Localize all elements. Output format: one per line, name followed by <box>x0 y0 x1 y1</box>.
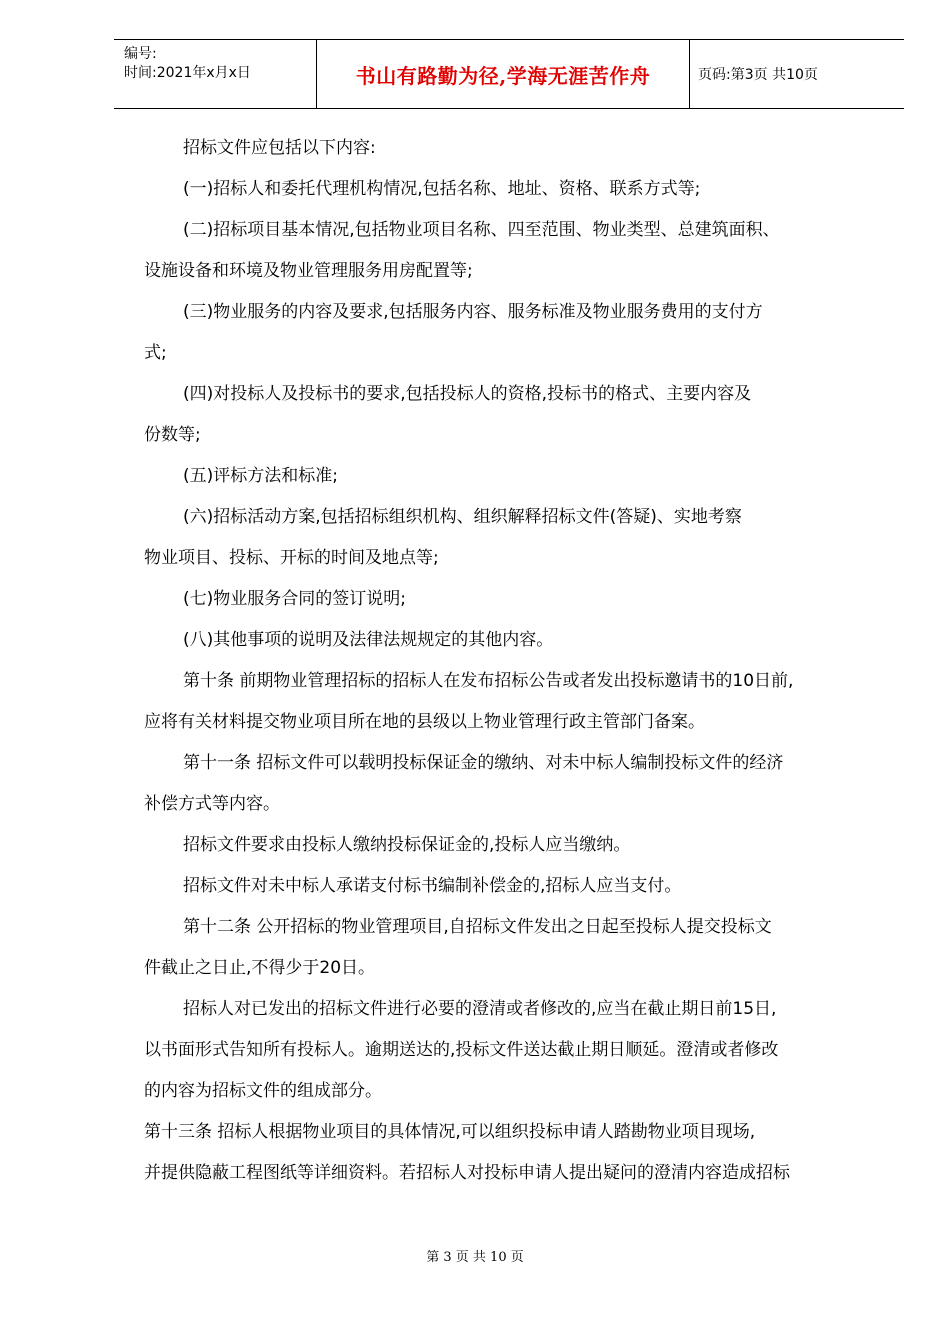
document-number-label: 编号: <box>124 46 157 62</box>
header-meta <box>114 40 316 108</box>
header-page-info: 页码:第3页 共10页 <box>698 67 818 83</box>
text-line: 的内容为招标文件的组成部分。 <box>144 1081 382 1101</box>
text-line: 应将有关材料提交物业项目所在地的县级以上物业管理行政主管部门备案。 <box>144 712 705 732</box>
text-line: (四)对投标人及投标书的要求,包括投标人的资格,投标书的格式、主要内容及 <box>183 384 752 404</box>
text-line: 第十一条 招标文件可以载明投标保证金的缴纳、对未中标人编制投标文件的经济 <box>183 753 784 773</box>
text-line: 招标文件应包括以下内容: <box>183 138 376 158</box>
text-line: 招标文件对未中标人承诺支付标书编制补偿金的,招标人应当支付。 <box>183 876 682 896</box>
text-line: (六)招标活动方案,包括招标组织机构、组织解释招标文件(答疑)、实地考察 <box>183 507 742 527</box>
header-motto: 书山有路勤为径,学海无涯苦作舟 <box>316 40 690 108</box>
text-line: 件截止之日止,不得少于20日。 <box>144 958 376 978</box>
text-line: (七)物业服务合同的签订说明; <box>183 589 406 609</box>
text-line: (二)招标项目基本情况,包括物业项目名称、四至范围、物业类型、总建筑面积、 <box>183 220 780 240</box>
text-line: 第十条 前期物业管理招标的招标人在发布招标公告或者发出投标邀请书的10日前, <box>183 671 794 691</box>
text-line: 并提供隐蔽工程图纸等详细资料。若招标人对投标申请人提出疑问的澄清内容造成招标 <box>144 1163 790 1183</box>
text-line: 第十三条 招标人根据物业项目的具体情况,可以组织投标申请人踏勘物业项目现场, <box>144 1122 756 1142</box>
text-line: 补偿方式等内容。 <box>144 794 280 814</box>
text-line: (八)其他事项的说明及法律法规规定的其他内容。 <box>183 630 554 650</box>
text-line: 份数等; <box>144 425 201 445</box>
page-footer: 第 3 页 共 10 页 <box>426 1250 524 1265</box>
page-header <box>114 39 904 109</box>
text-line: (一)招标人和委托代理机构情况,包括名称、地址、资格、联系方式等; <box>183 179 701 199</box>
text-line: (三)物业服务的内容及要求,包括服务内容、服务标准及物业服务费用的支付方 <box>183 302 763 322</box>
text-line: 招标文件要求由投标人缴纳投标保证金的,投标人应当缴纳。 <box>183 835 631 855</box>
document-time-label: 时间:2021年x月x日 <box>124 65 251 81</box>
text-line: 设施设备和环境及物业管理服务用房配置等; <box>144 261 473 281</box>
text-line: 物业项目、投标、开标的时间及地点等; <box>144 548 439 568</box>
text-line: 式; <box>144 343 167 363</box>
text-line: 以书面形式告知所有投标人。逾期送达的,投标文件送达截止期日顺延。澄清或者修改 <box>144 1040 779 1060</box>
text-line: (五)评标方法和标准; <box>183 466 338 486</box>
text-line: 招标人对已发出的招标文件进行必要的澄清或者修改的,应当在截止期日前15日, <box>183 999 777 1019</box>
text-line: 第十二条 公开招标的物业管理项目,自招标文件发出之日起至投标人提交投标文 <box>183 917 772 937</box>
